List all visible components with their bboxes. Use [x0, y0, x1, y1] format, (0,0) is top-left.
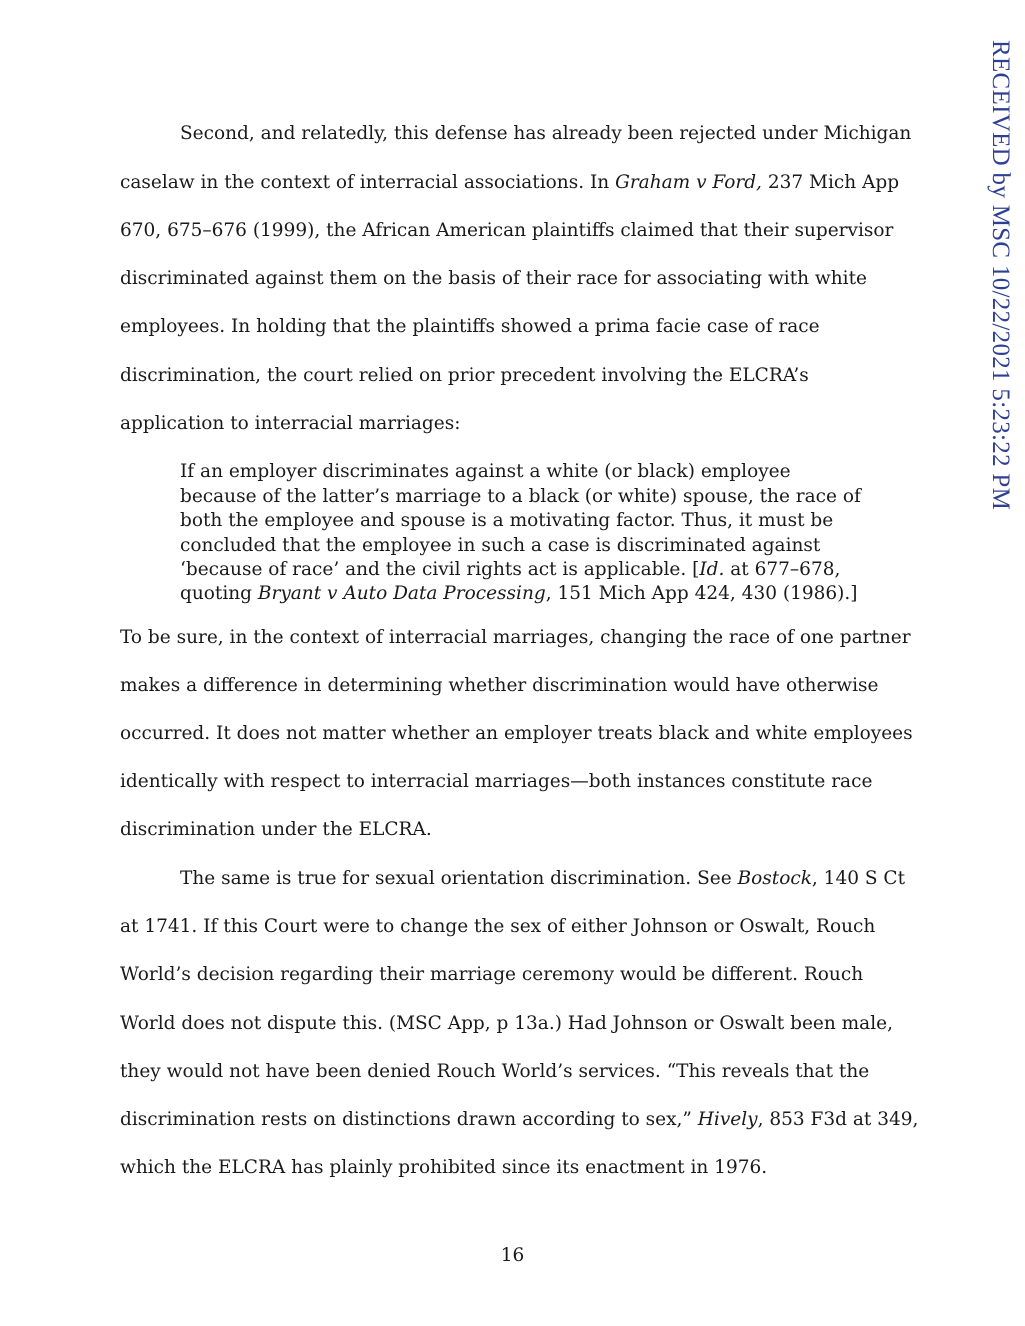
body-text-line: discrimination, the court relied on prior precedent involving the ELCRA’s [120, 365, 809, 386]
text-segment: , 140 S Ct [811, 868, 906, 889]
body-text-line: employees. In holding that the plaintiffs showed a prima facie case of race [120, 316, 820, 337]
text-segment: ‘because of race’ and the civil rights act is applicable. [ [180, 559, 700, 580]
body-text-line [120, 1108, 918, 1132]
block-quote-line [180, 558, 840, 582]
block-quote-line: because of the latter’s marriage to a black (or white) spouse, the race of [180, 486, 861, 507]
page-number: 16 [500, 1245, 525, 1266]
received-stamp: RECEIVED by MSC 10/22/2021 5:23:22 PM [987, 40, 1014, 511]
text-segment: discrimination rests on distinctions drawn according to sex,” [120, 1109, 698, 1130]
case-citation: Graham v Ford, [615, 172, 762, 193]
text-segment: quoting [180, 583, 258, 604]
body-text-line [120, 171, 899, 195]
body-text-line: they would not have been denied Rouch World’s services. “This reveals that the [120, 1061, 870, 1082]
body-text-line: at 1741. If this Court were to change the sex of either Johnson or Oswalt, Rouch [120, 916, 876, 937]
body-text-line: makes a difference in determining whether discrimination would have otherwise [120, 675, 879, 696]
text-segment: , 853 F3d at 349, [757, 1109, 919, 1130]
text-segment: at 677–678, [724, 559, 841, 580]
block-quote-line: concluded that the employee in such a case is discriminated against [180, 535, 821, 556]
case-citation: Hively [697, 1109, 758, 1130]
body-text-line: identically with respect to interracial marriages—both instances constitute race [120, 771, 873, 792]
case-citation: Id. [699, 559, 725, 580]
text-segment: 237 Mich App [761, 172, 900, 193]
body-text-line: discriminated against them on the basis of their race for associating with white [120, 268, 867, 289]
body-text-line [180, 867, 905, 891]
block-quote-line [180, 582, 858, 606]
body-text-line: 670, 675–676 (1999), the African American plaintiffs claimed that their supervisor [120, 220, 894, 241]
block-quote-line: both the employee and spouse is a motivating factor. Thus, it must be [180, 510, 834, 531]
body-text-line: application to interracial marriages: [120, 413, 461, 434]
body-text-line: World does not dispute this. (MSC App, p 13a.) Had Johnson or Oswalt been male, [120, 1013, 893, 1034]
case-citation: Bryant v Auto Data Processing [257, 583, 546, 604]
body-text-line: Second, and relatedly, this defense has already been rejected under Michigan [180, 123, 912, 144]
body-text-line: World’s decision regarding their marriage ceremony would be different. Rouch [120, 964, 864, 985]
case-citation: Bostock [737, 868, 812, 889]
text-segment: , 151 Mich App 424, 430 (1986).] [545, 583, 858, 604]
text-segment: caselaw in the context of interracial associations. In [120, 172, 616, 193]
body-text-line: discrimination under the ELCRA. [120, 819, 432, 840]
body-text-line: occurred. It does not matter whether an employer treats black and white employees [120, 723, 913, 744]
text-segment: The same is true for sexual orientation discrimination. See [180, 868, 738, 889]
body-text-line: To be sure, in the context of interracial marriages, changing the race of one partner [120, 627, 911, 648]
body-text-line: which the ELCRA has plainly prohibited since its enactment in 1976. [120, 1157, 768, 1178]
block-quote-line: If an employer discriminates against a white (or black) employee [180, 461, 791, 482]
